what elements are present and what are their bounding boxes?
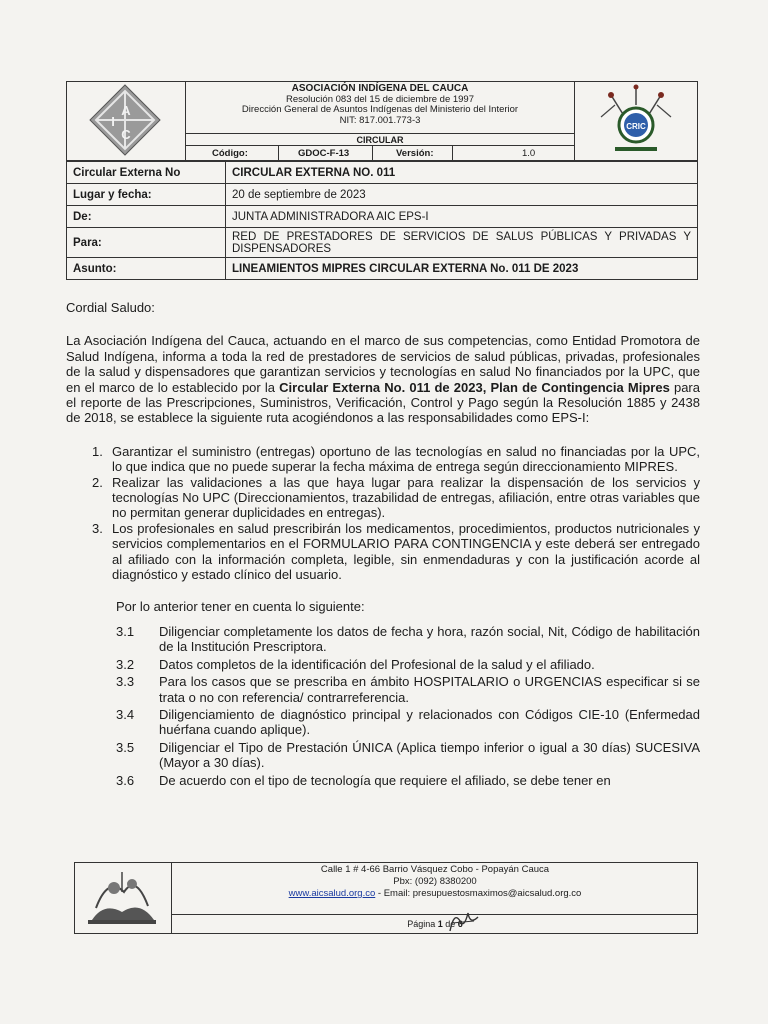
intro-text-1: La Asociación Indígena del Cauca, actuando en el marco de sus competencias, como Entidad Promotora de Salud Indígena, informa a toda la red de prestadores de servicios de salud públicas, privadas, profesionales de la salud y dispensadores que garantizan servicios y tecnologías en salud No financiados por la UPC, que en el marco de lo establecido por la (66, 333, 700, 395)
cric-emblem-icon (575, 81, 697, 159)
sub-list (66, 624, 700, 788)
version-value: 1.0 (522, 148, 536, 159)
place-label: Lugar y fecha: (67, 184, 226, 206)
code-value: GDOC-F-13 (298, 148, 350, 159)
page-indicator: Página 1 de 6 (172, 914, 698, 934)
organization-info (186, 84, 574, 126)
version-label: Versión: (396, 148, 434, 159)
circular-value: CIRCULAR EXTERNA NO. 011 (226, 162, 698, 184)
footer-logo (74, 862, 172, 934)
org-resolution: Resolución 083 del 15 de diciembre de 1997 (285, 93, 475, 105)
circular-label: Circular Externa No (67, 162, 226, 184)
email-link[interactable]: presupuestosmaximos@aicsalud.org.co (412, 888, 582, 899)
intro-bold: Circular Externa No. 011 de 2023, Plan de Contingencia Mipres (279, 379, 670, 395)
list-item: 2. Realizar las validaciones a las que haya lugar para realizar la dispensación de los servicios y tecnologías No UPC (Direccionamientos, trazabilidad de entregas, afiliación, entre otras variables que no permitan generar duplicidades en entregas). (92, 474, 700, 521)
row-to (67, 228, 698, 258)
subject-value: LINEAMIENTOS MIPRES CIRCULAR EXTERNA No. 011 DE 2023 (226, 258, 698, 280)
aic-diamond-icon (66, 81, 184, 159)
intro-paragraph (66, 333, 700, 425)
footer-address: Calle 1 # 4-66 Barrio Vásquez Cobo - Popayán Cauca (320, 864, 550, 875)
code-row (186, 146, 574, 161)
svg-text:CRIC: CRIC (626, 122, 646, 131)
website-link[interactable]: www.aicsalud.org.co (288, 888, 376, 899)
org-name: ASOCIACIÓN INDÍGENA DEL CAUCA (291, 83, 469, 94)
footer-links: www.aicsalud.org.co - Email: presupuestosmaximos@aicsalud.org.co (288, 888, 582, 899)
main-list (66, 444, 700, 583)
aic-logo (66, 81, 186, 161)
to-label: Para: (67, 228, 226, 258)
footer-contact (172, 864, 698, 900)
org-ministry: Dirección General de Asuntos Indígenas del Ministerio del Interior (241, 104, 519, 116)
list-item: 3.1 Diligenciar completamente los datos de fecha y hora, razón social, Nit, Código de habilitación de la Institución Prescriptora. (116, 623, 700, 655)
list-item: 3. Los profesionales en salud prescribirán los medicamentos, procedimientos, productos nutricionales y servicios complementarios en el FORMULARIO PARA CONTINGENCIA y este deberá ser entregado al afiliado con la información completa, legible, sin enmendaduras y con la justificación acorde al diagnóstico y estado clínico del usuario. (92, 520, 700, 583)
salutation: Cordial Saludo: (66, 300, 155, 315)
community-drawing-icon (74, 862, 170, 932)
document-body (66, 300, 700, 790)
svg-text:I: I (111, 114, 115, 129)
code-label: Código: (212, 148, 248, 159)
cric-logo (574, 81, 698, 161)
footer-phone: Pbx: (092) 8380200 (393, 876, 477, 887)
list-item: 3.4 Diligenciamiento de diagnóstico principal y relacionados con Códigos CIE-10 (Enfermedad huérfana cuando aplique). (116, 706, 700, 738)
row-subject (67, 258, 698, 280)
list-item: 3.5 Diligenciar el Tipo de Prestación ÚNICA (Aplica tiempo inferior o igual a 30 días) SUCESIVA (Mayor a 30 días). (116, 739, 700, 771)
list-item: 3.3 Para los casos que se prescriba en ámbito HOSPITALARIO o URGENCIAS especificar si se trata o no con referencia/ contrarreferencia. (116, 674, 700, 705)
from-label: De: (67, 206, 226, 228)
place-value: 20 de septiembre de 2023 (226, 184, 698, 206)
from-value: JUNTA ADMINISTRADORA AIC EPS-I (226, 206, 698, 228)
circular-info-table (66, 161, 698, 280)
signature-icon (444, 907, 484, 937)
org-nit: NIT: 817.001.773-3 (339, 114, 421, 126)
row-from (67, 206, 698, 228)
list-item: 1. Garantizar el suministro (entregas) oportuno de las tecnologías en salud no financiadas por la UPC, lo que indica que no puede superar la fecha máxima de entrega según direccionamiento MIPRES. (92, 443, 700, 475)
svg-text:C: C (121, 127, 131, 142)
list-item: 3.6 De acuerdo con el tipo de tecnología que requiere el afiliado, se debe tener en (116, 772, 611, 788)
doc-type: CIRCULAR (186, 133, 574, 146)
svg-text:A: A (121, 103, 131, 118)
list-item: 3.2 Datos completos de la identificación del Profesional de la salud y el afiliado. (116, 656, 595, 672)
subject-label: Asunto: (67, 258, 226, 280)
to-value: RED DE PRESTADORES DE SERVICIOS DE SALUS PÚBLICAS Y PRIVADAS Y DISPENSADORES (226, 228, 698, 258)
consider-text: Por lo anterior tener en cuenta lo siguiente: (116, 598, 365, 614)
row-place (67, 184, 698, 206)
row-circular (67, 162, 698, 184)
intro-text-2: para el reporte de las Prescripciones, Suministros, Verificación, Control y Pago según la Resolución 1885 y 2438 de 2018, se establece la siguiente ruta acogiéndonos a las responsabilidades como EPS-I: (66, 379, 700, 426)
